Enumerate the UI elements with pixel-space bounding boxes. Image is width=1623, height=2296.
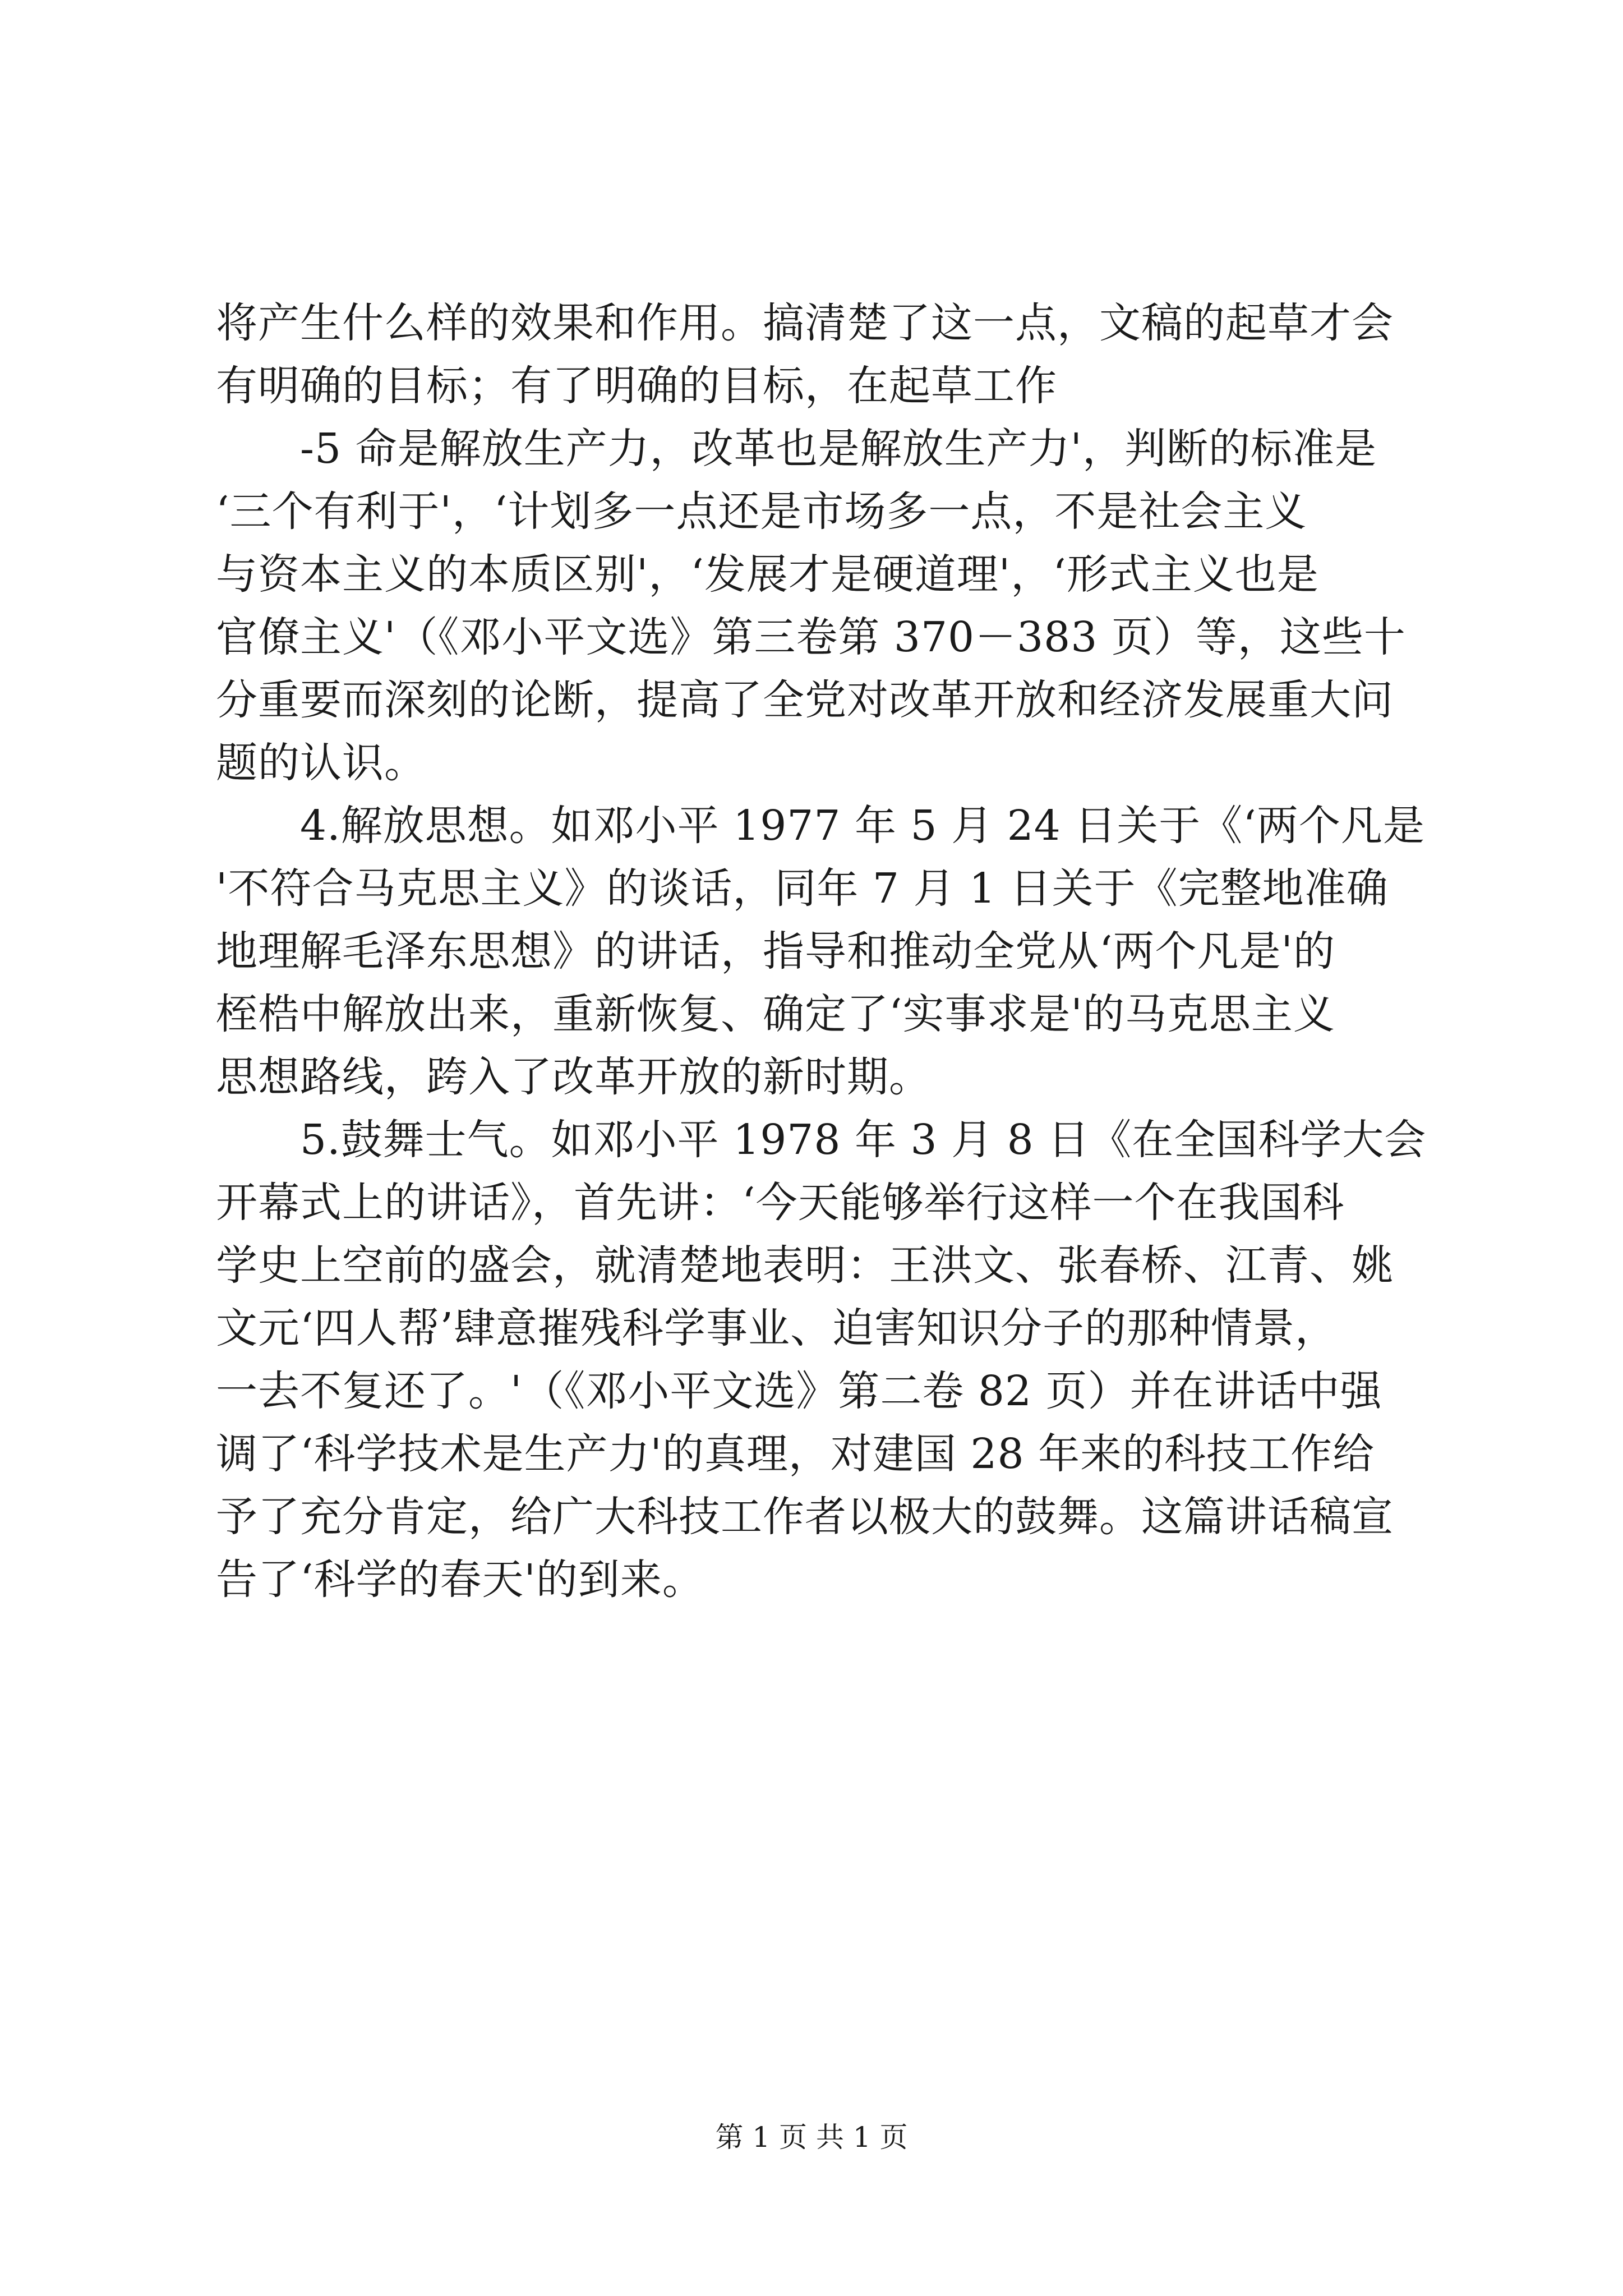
text-line: 予了充分肯定，给广大科技工作者以极大的鼓舞。这篇讲话稿宣: [216, 1493, 1394, 1541]
text-line: 分重要而深刻的论断，提高了全党对改革开放和经济发展重大问: [216, 676, 1394, 724]
paragraph: [216, 417, 1422, 794]
text-line: 学史上空前的盛会，就清楚地表明：王洪文、张春桥、江青、姚: [216, 1241, 1394, 1290]
text-line: 地理解毛泽东思想》的讲话，指导和推动全党从‘两个凡是'的: [216, 927, 1335, 976]
text-line: 一去不复还了。'（《邓小平文选》第二卷 82 页）并在讲话中强: [216, 1367, 1382, 1415]
text-line: 调了‘科学技术是生产力'的真理，对建国 28 年来的科技工作给: [216, 1430, 1375, 1478]
document-body: [216, 292, 1427, 1611]
text-line: 开幕式上的讲话》，首先讲：‘今天能够举行这样一个在我国科: [216, 1179, 1345, 1227]
paragraph: [216, 1108, 1427, 1611]
paragraph: [216, 292, 1422, 417]
text-line: 有明确的目标；有了明确的目标，在起草工作: [216, 362, 1057, 410]
text-line: -5 命是解放生产力，改革也是解放生产力'，判断的标准是: [300, 425, 1377, 473]
text-line: 5.鼓舞士气。如邓小平 1978 年 3 月 8 日《在全国科学大会: [300, 1116, 1427, 1164]
text-line: ‘三个有利于'，‘计划多一点还是市场多一点，不是社会主义: [216, 487, 1307, 536]
page-footer: [0, 2115, 1623, 2155]
paragraph: [216, 794, 1425, 1108]
text-line: 4.解放思想。如邓小平 1977 年 5 月 24 日关于《‘两个凡是: [300, 802, 1425, 850]
text-line: 将产生什么样的效果和作用。搞清楚了这一点，文稿的起草才会: [216, 299, 1394, 347]
text-line: '不符合马克思主义》的谈话，同年 7 月 1 日关于《完整地准确: [216, 864, 1389, 913]
text-line: 官僚主义'（《邓小平文选》第三卷第 370－383 页）等，这些十: [216, 613, 1406, 661]
text-line: 桎梏中解放出来，重新恢复、确定了‘实事求是'的马克思主义: [216, 990, 1335, 1038]
text-line: 文元‘四人帮’肆意摧残科学事业、迫害知识分子的那种情景，: [216, 1304, 1338, 1352]
text-line: 思想路线，跨入了改革开放的新时期。: [216, 1053, 931, 1101]
text-line: 题的认识。: [216, 739, 426, 787]
text-line: 与资本主义的本质区别'，‘发展才是硬道理'，‘形式主义也是: [216, 550, 1319, 599]
page-number-label: 第 1 页 共 1 页: [715, 2121, 908, 2154]
text-line: 告了‘科学的春天'的到来。: [216, 1556, 704, 1604]
